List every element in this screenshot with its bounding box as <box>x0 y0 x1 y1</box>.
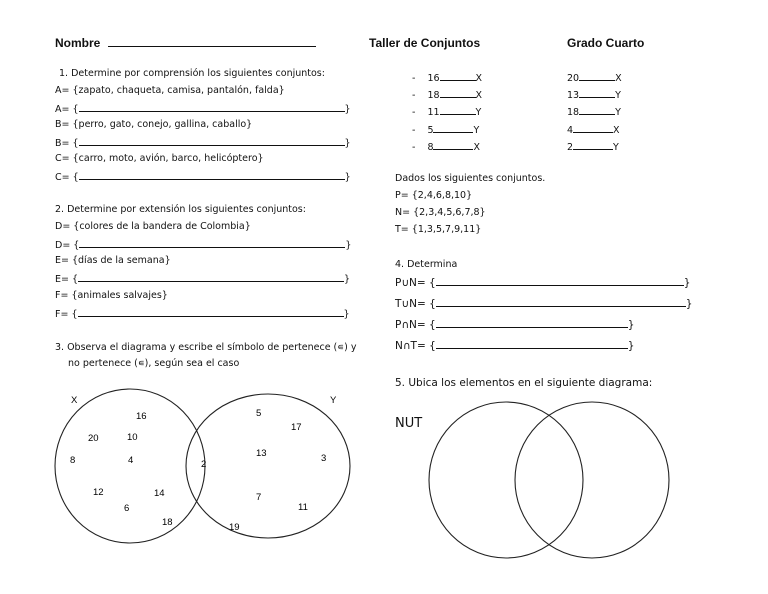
worksheet-title: Taller de Conjuntos <box>369 36 481 50</box>
exercise-item[interactable]: 20 X <box>567 73 622 84</box>
diagram-circle-right <box>515 402 669 558</box>
exercise-item[interactable]: 18 Y <box>567 107 621 119</box>
q4-prompt: 4. Determina <box>395 259 458 270</box>
q1-set-a: A= {zapato, chaqueta, camisa, pantalón, falda} <box>55 85 285 96</box>
element-y: 17 <box>291 422 302 433</box>
given-sets-intro: Dados los siguientes conjuntos. <box>395 173 546 184</box>
set-n: N= {2,3,4,5,6,7,8} <box>395 207 486 218</box>
element-y: 11 <box>298 502 308 513</box>
q1-prompt: 1. Determine por comprensión los siguientes conjuntos: <box>59 68 325 79</box>
q1-set-c: C= {carro, moto, avión, barco, helicóptero} <box>55 153 264 164</box>
q1-set-b: B= {perro, gato, conejo, gallina, caballo} <box>55 119 253 130</box>
set-x-circle <box>55 389 205 543</box>
element-x: 8 <box>70 455 76 466</box>
element-y: 7 <box>256 492 262 503</box>
exercise-item[interactable]: 4 X <box>567 124 620 136</box>
q2-set-d: D= {colores de la bandera de Colombia} <box>55 221 251 232</box>
grade-label: Grado Cuarto <box>567 36 645 50</box>
q4-answer-union-tn[interactable]: T∪N= { } <box>395 298 693 310</box>
set-t: T= {1,3,5,7,9,11} <box>395 224 482 235</box>
q1-answer-a[interactable]: A= { } <box>55 104 351 115</box>
q2-answer-e[interactable]: E= { } <box>55 274 351 285</box>
q4-answer-union-pn[interactable]: P∪N= { } <box>395 277 691 289</box>
exercise-item[interactable]: - 11 Y <box>412 107 482 119</box>
exercise-item[interactable]: - 18 X <box>412 90 483 102</box>
q4-answer-intersection-nt[interactable]: N∩T= { } <box>395 340 635 352</box>
element-x: 18 <box>162 517 173 528</box>
exercise-item[interactable]: - 16 X <box>412 73 483 84</box>
q2-set-f: F= {animales salvajes} <box>55 290 168 301</box>
q5-prompt: 5. Ubica los elementos en el siguiente diagrama: <box>395 377 653 389</box>
q2-prompt: 2. Determine por extensión los siguientes conjuntos: <box>55 204 306 215</box>
q2-answer-d[interactable]: D= { } <box>55 240 352 251</box>
element-y: 3 <box>321 453 327 464</box>
q3-prompt-line1: 3. Observa el diagrama y escribe el símbolo de pertenece (∊) y <box>55 342 357 353</box>
exercise-item[interactable]: 13 Y <box>567 90 621 102</box>
element-y: 13 <box>256 448 267 459</box>
q2-answer-f[interactable]: F= { } <box>55 309 350 320</box>
q3-prompt-line2: no pertenece (∊), según sea el caso <box>68 358 240 369</box>
exercise-list-left <box>412 70 482 156</box>
element-x: 4 <box>128 455 134 466</box>
set-y-label: Y <box>330 395 337 406</box>
element-x: 6 <box>124 503 130 514</box>
q4-answer-intersection-pn[interactable]: P∩N= { } <box>395 319 635 331</box>
name-label: Nombre <box>55 36 101 50</box>
element-x: 16 <box>136 411 147 422</box>
element-y: 19 <box>229 522 240 533</box>
q5-diagram-label: NUT <box>395 416 423 431</box>
set-x-label: X <box>71 395 78 406</box>
element-x: 10 <box>127 432 138 443</box>
element-y: 5 <box>256 408 262 419</box>
exercise-item[interactable]: 2 Y <box>567 141 619 153</box>
element-x: 12 <box>93 487 104 498</box>
exercise-item[interactable]: - 8 X <box>412 141 480 153</box>
element-intersection: 2 <box>201 459 207 470</box>
diagram-circle-left <box>429 402 583 558</box>
element-x: 20 <box>88 433 99 444</box>
set-p: P= {2,4,6,8,10} <box>395 190 473 201</box>
exercise-list-right <box>567 70 622 156</box>
q2-set-e: E= {días de la semana} <box>55 255 171 266</box>
element-x: 14 <box>154 488 165 499</box>
q1-answer-b[interactable]: B= { } <box>55 138 351 149</box>
q1-answer-c[interactable]: C= { } <box>55 172 351 183</box>
set-y-circle <box>186 394 350 538</box>
exercise-item[interactable]: - 5 Y <box>412 124 480 136</box>
